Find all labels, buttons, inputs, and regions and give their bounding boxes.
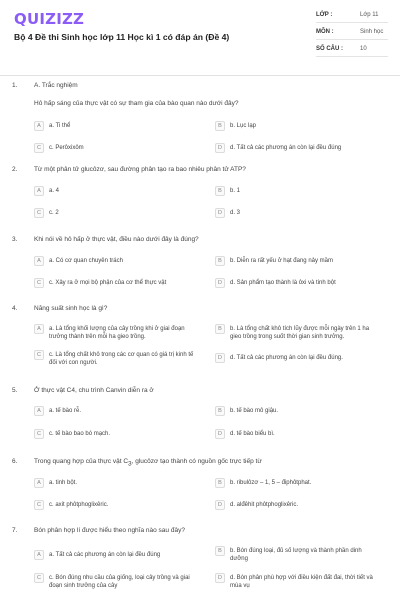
question-text: Khi nói về hô hấp ở thực vật, điều nào dưới đây là đúng? xyxy=(34,236,199,243)
option-text: b. Diễn ra rất yếu ở hạt đang nảy mầm xyxy=(230,258,333,264)
option-a[interactable] xyxy=(34,122,194,131)
question-number: 5. xyxy=(12,387,18,394)
option-c[interactable] xyxy=(34,574,194,590)
option-letter-badge: C xyxy=(34,429,44,439)
option-text: a. 4 xyxy=(49,188,60,194)
option-text: b. tế bào mô giậu. xyxy=(230,408,279,414)
meta-value: Lớp 11 xyxy=(360,12,379,18)
option-d[interactable] xyxy=(215,574,375,590)
option-a[interactable] xyxy=(34,551,194,560)
section-heading: A. Trắc nghiệm xyxy=(34,82,78,89)
meta-value: Sinh học xyxy=(360,29,384,35)
option-letter-badge: A xyxy=(34,406,44,416)
question-number: 2. xyxy=(12,166,18,173)
quizizz-logo[interactable]: QUIZIZZ xyxy=(14,10,85,28)
header-divider xyxy=(0,75,400,76)
option-text: c. Xảy ra ở mọi bộ phận của cơ thể thực vật xyxy=(49,280,167,286)
question-text: Bón phân hợp lí được hiểu theo nghĩa nào sau đây? xyxy=(34,527,185,534)
option-text: a. Là tổng khối lượng của cây trồng khi ở giai đoạn trưởng thành trên mỗi ha gieo trồng. xyxy=(49,326,185,340)
option-letter-badge: B xyxy=(215,186,225,196)
option-text: d. Sản phẩm tạo thành là ôxi và tinh bột xyxy=(230,280,336,286)
option-a[interactable] xyxy=(34,407,194,416)
option-text: c. Bón đúng nhu cầu của giống, loại cây trồng và giai đoạn sinh trưởng của cây xyxy=(49,575,190,589)
option-d[interactable] xyxy=(215,354,375,363)
meta-row-count xyxy=(316,42,388,57)
meta-value: 10 xyxy=(360,46,367,52)
option-b[interactable] xyxy=(215,122,375,131)
option-letter-badge: C xyxy=(34,143,44,153)
option-letter-badge: C xyxy=(34,208,44,218)
option-b[interactable] xyxy=(215,479,375,488)
option-text: d. Bón phân phù hợp với điều kiện đất đai, thời tiết và mùa vụ xyxy=(230,575,373,589)
option-d[interactable] xyxy=(215,209,375,218)
option-text: c. axit phôtphoglixêric. xyxy=(49,502,109,508)
question-number: 1. xyxy=(12,82,18,89)
question-number: 3. xyxy=(12,236,18,243)
option-text: d. alđêhit phôtphoglixêric. xyxy=(230,502,299,508)
subscript-3: 3 xyxy=(128,460,132,468)
option-text: c. Là tổng chất khô trong các cơ quan có giá trị kinh tế đối với con người. xyxy=(49,352,194,366)
option-b[interactable] xyxy=(215,547,375,563)
option-text: a. tế bào rễ. xyxy=(49,408,82,414)
option-text: d. Tất cả các phương án còn lại đều đúng xyxy=(230,145,342,151)
option-letter-badge: C xyxy=(34,500,44,510)
worksheet-title: Bộ 4 Đề thi Sinh học lớp 11 Học kì 1 có đáp án (Đề 4) xyxy=(14,32,230,42)
option-a[interactable] xyxy=(34,187,194,196)
option-d[interactable] xyxy=(215,279,375,288)
option-letter-badge: B xyxy=(215,324,225,334)
option-text: b. Bón đúng loại, đủ số lượng và thành phần dinh dưỡng xyxy=(230,548,362,562)
question-text: Hô hấp sáng của thực vật có sự tham gia của bào quan nào dưới đây? xyxy=(34,100,239,107)
option-c[interactable] xyxy=(34,144,194,153)
option-letter-badge: D xyxy=(215,278,225,288)
option-text: d. tế bào biểu bì. xyxy=(230,431,275,437)
option-b[interactable] xyxy=(215,407,375,416)
question-number: 7. xyxy=(12,527,18,534)
option-b[interactable] xyxy=(215,325,375,341)
option-a[interactable] xyxy=(34,479,194,488)
option-text: a. Ti thể xyxy=(49,123,71,129)
option-letter-badge: D xyxy=(215,500,225,510)
option-c[interactable] xyxy=(34,501,194,510)
option-text: b. ribulôzơ – 1, 5 – điphôtphat. xyxy=(230,480,312,486)
option-b[interactable] xyxy=(215,187,375,196)
question-number: 6. xyxy=(12,458,18,465)
question-text xyxy=(34,458,384,467)
meta-table xyxy=(316,8,388,59)
option-letter-badge: C xyxy=(34,350,44,360)
option-letter-badge: C xyxy=(34,573,44,583)
option-text: c. Perôxixôm xyxy=(49,145,84,151)
option-b[interactable] xyxy=(215,257,375,266)
option-text: d. 3 xyxy=(230,210,241,216)
option-c[interactable] xyxy=(34,351,194,367)
option-text: c. 2 xyxy=(49,210,59,216)
option-letter-badge: C xyxy=(34,278,44,288)
option-letter-badge: A xyxy=(34,186,44,196)
option-d[interactable] xyxy=(215,430,375,439)
question-text: Ở thực vật C4, chu trình Canvin diễn ra ở xyxy=(34,387,154,394)
option-letter-badge: D xyxy=(215,208,225,218)
option-a[interactable] xyxy=(34,257,194,266)
option-letter-badge: B xyxy=(215,406,225,416)
meta-row-class xyxy=(316,8,388,23)
option-letter-badge: B xyxy=(215,546,225,556)
option-c[interactable] xyxy=(34,209,194,218)
option-letter-badge: A xyxy=(34,550,44,560)
question-text: Từ một phân tử glucôzơ, sau đường phân tạo ra bao nhiêu phân tử ATP? xyxy=(34,166,246,173)
option-letter-badge: D xyxy=(215,573,225,583)
meta-label: MÔN : xyxy=(316,29,334,35)
option-text: c. tế bào bao bó mạch. xyxy=(49,431,111,437)
option-c[interactable] xyxy=(34,279,194,288)
option-letter-badge: D xyxy=(215,429,225,439)
question-text: Năng suất sinh học là gì? xyxy=(34,305,108,312)
option-text: d. Tất cả các phương án còn lại đều đúng. xyxy=(230,355,343,361)
option-letter-badge: D xyxy=(215,353,225,363)
option-text: b. Là tổng chất khô tích lũy được mỗi ngày trên 1 ha gieo trồng trong suốt thời gian sinh trưởng. xyxy=(230,326,370,340)
option-letter-badge: B xyxy=(215,121,225,131)
option-d[interactable] xyxy=(215,144,375,153)
option-text: a. tinh bột. xyxy=(49,480,78,486)
option-text: a. Có cơ quan chuyên trách xyxy=(49,258,123,264)
option-c[interactable] xyxy=(34,430,194,439)
question-number: 4. xyxy=(12,305,18,312)
question-text-part: , glucôzơ tạo thành có nguồn gốc trực tiếp từ xyxy=(131,458,262,465)
meta-label: LỚP : xyxy=(316,12,333,18)
option-letter-badge: A xyxy=(34,256,44,266)
option-letter-badge: A xyxy=(34,121,44,131)
option-text: b. Lục lạp xyxy=(230,123,257,129)
meta-label: SỐ CÂU : xyxy=(316,46,343,52)
question-text-part: Trong quang hợp của thực vật C xyxy=(34,458,129,465)
option-letter-badge: A xyxy=(34,478,44,488)
worksheet-header xyxy=(0,0,400,66)
option-letter-badge: A xyxy=(34,324,44,334)
option-d[interactable] xyxy=(215,501,375,510)
option-letter-badge: B xyxy=(215,256,225,266)
option-a[interactable] xyxy=(34,325,194,341)
option-text: b. 1 xyxy=(230,188,241,194)
meta-row-subject xyxy=(316,25,388,40)
option-letter-badge: B xyxy=(215,478,225,488)
option-letter-badge: D xyxy=(215,143,225,153)
option-text: a. Tất cả các phương án còn lại đều đúng xyxy=(49,552,161,558)
